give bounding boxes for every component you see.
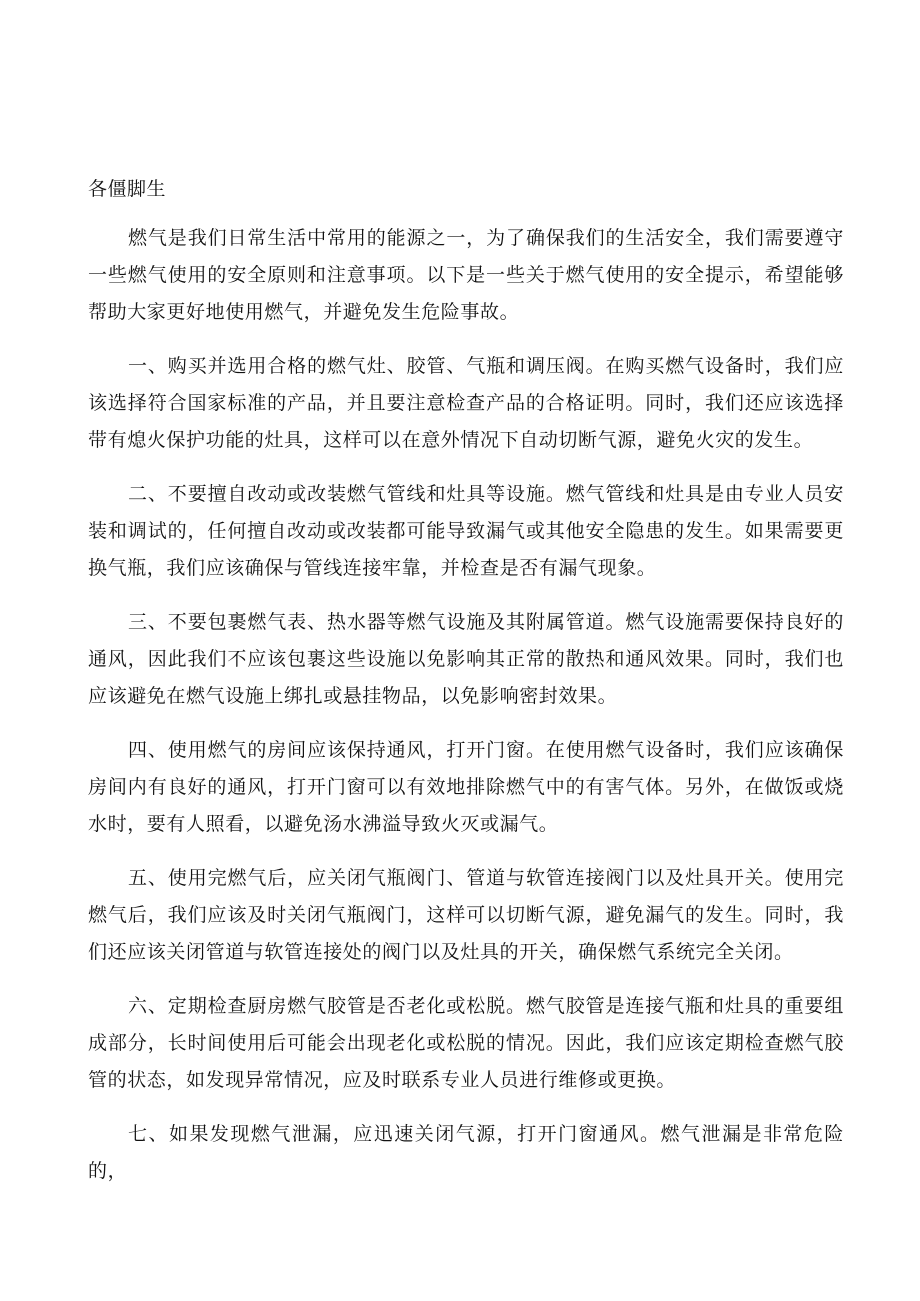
paragraph-7: 七、如果发现燃气泄漏，应迅速关闭气源，打开门窗通风。燃气泄漏是非常危险的， [88,1123,844,1182]
document-page [88,174,844,1207]
document-heading: 各僵脚生 [88,178,167,200]
paragraph-2: 二、不要擅自改动或改装燃气管线和灶具等设施。燃气管线和灶具是由专业人员安装和调试的，任何擅自改动或改装都可能导致漏气或其他安全隐患的发生。如果需要更换气瓶，我们应该确保与管线连接牢靠，并检查是否有漏气现象。 [88,483,844,579]
paragraph-4: 四、使用燃气的房间应该保持通风，打开门窗。在使用燃气设备时，我们应该确保房间内有良好的通风，打开门窗可以有效地排除燃气中的有害气体。另外，在做饭或烧水时，要有人照看，以避免汤水沸溢导致火灭或漏气。 [88,739,844,835]
intro-paragraph: 燃气是我们日常生活中常用的能源之一，为了确保我们的生活安全，我们需要遵守一些燃气使用的安全原则和注意事项。以下是一些关于燃气使用的安全提示，希望能够帮助大家更好地使用燃气，并避免发生危险事故。 [88,227,844,323]
paragraph-3: 三、不要包裹燃气表、热水器等燃气设施及其附属管道。燃气设施需要保持良好的通风，因此我们不应该包裹这些设施以免影响其正常的散热和通风效果。同时，我们也应该避免在燃气设施上绑扎或悬挂物品，以免影响密封效果。 [88,611,844,707]
paragraph-1: 一、购买并选用合格的燃气灶、胶管、气瓶和调压阀。在购买燃气设备时，我们应该选择符合国家标准的产品，并且要注意检查产品的合格证明。同时，我们还应该选择带有熄火保护功能的灶具，这样可以在意外情况下自动切断气源，避免火灾的发生。 [88,355,844,451]
paragraph-5: 五、使用完燃气后，应关闭气瓶阀门、管道与软管连接阀门以及灶具开关。使用完燃气后，我们应该及时关闭气瓶阀门，这样可以切断气源，避免漏气的发生。同时，我们还应该关闭管道与软管连接处的阀门以及灶具的开关，确保燃气系统完全关闭。 [88,867,844,963]
paragraph-6: 六、定期检查厨房燃气胶管是否老化或松脱。燃气胶管是连接气瓶和灶具的重要组成部分，长时间使用后可能会出现老化或松脱的情况。因此，我们应该定期检查燃气胶管的状态，如发现异常情况，应及时联系专业人员进行维修或更换。 [88,995,844,1091]
